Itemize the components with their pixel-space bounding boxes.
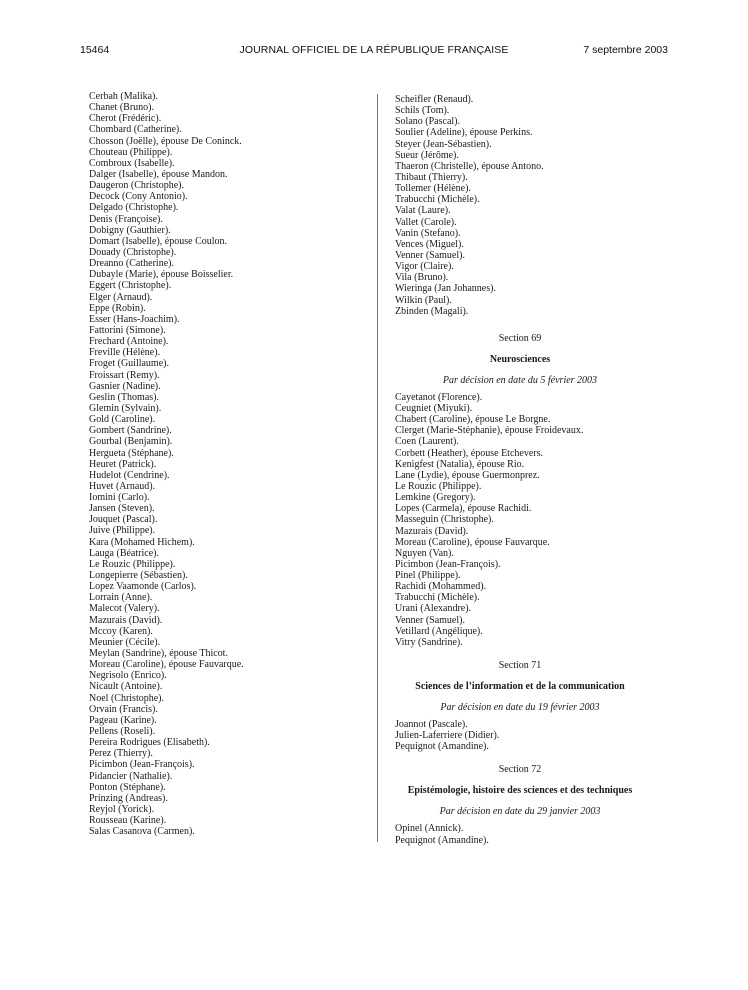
name-entry: Combroux (Isabelle). <box>89 157 175 169</box>
name-entry: Elger (Arnaud). <box>89 291 153 303</box>
name-entry: Gombert (Sandrine). <box>89 425 172 437</box>
sections-container <box>395 333 665 846</box>
name-entry: Huvet (Arnaud). <box>89 480 156 492</box>
name-entry: Dalger (Isabelle), épouse Mandon. <box>89 168 228 180</box>
name-entry: Urani (Alexandre). <box>395 603 472 615</box>
name-entry: Soulier (Adeline), épouse Perkins. <box>395 127 533 139</box>
publication-date: 7 septembre 2003 <box>583 44 668 56</box>
name-entry: Pidancier (Nathalie). <box>89 770 173 782</box>
name-entry: Froissart (Remy). <box>89 369 160 381</box>
column-divider <box>377 94 378 842</box>
name-entry: Trabucchi (Michèle). <box>395 592 480 604</box>
right-column <box>395 94 665 846</box>
name-entry: Coen (Laurent). <box>395 436 459 448</box>
left-column <box>89 91 369 837</box>
name-entry: Cayetanot (Florence). <box>395 391 483 403</box>
section-number: Section 72 <box>498 764 542 776</box>
name-entry: Picimbon (Jean-François). <box>395 558 501 570</box>
name-entry: Pinel (Philippe). <box>395 570 461 582</box>
page-number: 15464 <box>80 44 110 56</box>
name-entry: Mazurais (David). <box>89 614 163 626</box>
name-entry: Gourbal (Benjamin). <box>89 436 173 448</box>
name-entry: Iomini (Carlo). <box>89 492 150 504</box>
name-entry: Vanin (Stefano). <box>395 227 461 239</box>
name-entry: Frechard (Antoine). <box>89 336 169 348</box>
name-entry: Masseguin (Christophe). <box>395 514 494 526</box>
name-entry: Julien-Laferriere (Didier). <box>395 730 500 742</box>
name-entry: Vila (Bruno). <box>395 272 449 284</box>
name-entry: Rachidi (Mohammed). <box>395 581 487 593</box>
name-entry: Kara (Mohamed Hichem). <box>89 536 195 548</box>
name-entry: Freville (Hélène). <box>89 347 161 359</box>
name-entry: Juive (Philippe). <box>89 525 156 537</box>
name-entry: Malecot (Valery). <box>89 603 160 615</box>
name-entry: Lorrain (Anne). <box>89 592 153 604</box>
name-entry: Le Rouzic (Philippe). <box>395 480 482 492</box>
name-entry: Solano (Pascal). <box>395 116 460 128</box>
name-entry: Ponton (Stéphane). <box>89 781 166 793</box>
name-entry: Salas Casanova (Carmen). <box>89 826 195 838</box>
name-entry: Douady (Christophe). <box>89 246 177 258</box>
name-entry: Venner (Samuel). <box>395 249 465 261</box>
name-entry: Nicault (Antoine). <box>89 681 163 693</box>
name-entry: Froget (Guillaume). <box>89 358 169 370</box>
name-entry: Esser (Hans-Joachim). <box>89 313 180 325</box>
name-entry: Dreanno (Catherine). <box>89 258 174 270</box>
name-entry: Mazurais (David). <box>395 525 469 537</box>
name-entry: Sueur (Jérôme). <box>395 149 459 161</box>
name-entry: Nguyen (Van). <box>395 547 454 559</box>
name-entry: Pageau (Karine). <box>89 714 157 726</box>
name-entry: Decock (Cony Antonio). <box>89 191 188 203</box>
section-block <box>395 333 665 648</box>
name-entry: Gold (Caroline). <box>89 414 156 426</box>
name-entry: Steyer (Jean-Sébastien). <box>395 138 492 150</box>
section-number: Section 69 <box>498 332 542 344</box>
name-entry: Vigor (Claire). <box>395 261 454 273</box>
name-entry: Schils (Tom). <box>395 105 450 117</box>
name-entry: Cherot (Frédéric). <box>89 113 162 125</box>
name-entry: Venner (Samuel). <box>395 614 465 626</box>
section-title: Sciences de l’information et de la communication <box>415 681 625 693</box>
section-decision-date: Par décision en date du 29 janvier 2003 <box>439 806 601 818</box>
name-entry: Gasnier (Nadine). <box>89 380 161 392</box>
name-entry: Thaeron (Christelle), épouse Antono. <box>395 160 544 172</box>
journal-title: JOURNAL OFFICIEL DE LA RÉPUBLIQUE FRANÇAISE <box>239 44 509 56</box>
name-entry: Lopes (Carmela), épouse Rachidi. <box>395 503 532 515</box>
section-decision-date: Par décision en date du 5 février 2003 <box>442 374 598 386</box>
name-entry: Moreau (Caroline), épouse Fauvarque. <box>89 659 244 671</box>
name-entry: Wieringa (Jan Johannes). <box>395 283 496 295</box>
name-entry: Glemin (Sylvain). <box>89 402 162 414</box>
name-entry: Heuret (Patrick). <box>89 458 157 470</box>
name-entry: Lemkine (Gregory). <box>395 492 476 504</box>
name-entry: Prinzing (Andreas). <box>89 792 168 804</box>
name-entry: Negrisolo (Enrico). <box>89 670 167 682</box>
name-entry: Vallet (Carole). <box>395 216 457 228</box>
name-entry: Pequignot (Amandine). <box>395 741 489 753</box>
name-entry: Valat (Laure). <box>395 205 451 217</box>
name-entry: Mccoy (Karen). <box>89 625 153 637</box>
name-entry: Opinel (Annick). <box>395 823 464 835</box>
name-entry: Meylan (Sandrine), épouse Thicot. <box>89 648 228 660</box>
name-entry: Denis (Françoise). <box>89 213 163 225</box>
name-entry: Noel (Christophe). <box>89 692 164 704</box>
name-entry: Pereira Rodrigues (Elisabeth). <box>89 737 210 749</box>
section-title: Epistémologie, histoire des sciences et des techniques <box>407 785 633 797</box>
name-entry: Scheifler (Renaud). <box>395 94 474 105</box>
name-entry: Lauga (Béatrice). <box>89 547 159 559</box>
name-entry: Corbett (Heather), épouse Etchevers. <box>395 447 543 459</box>
name-entry: Domart (Isabelle), épouse Coulon. <box>89 235 228 247</box>
name-entry: Ceugniet (Miyuki). <box>395 402 473 414</box>
name-entry: Picimbon (Jean-François). <box>89 759 195 771</box>
name-entry: Dobigny (Gauthier). <box>89 224 171 236</box>
name-entry: Vitry (Sandrine). <box>395 636 463 648</box>
name-entry: Joannot (Pascale). <box>395 719 468 731</box>
name-entry: Moreau (Caroline), épouse Fauvarque. <box>395 536 550 548</box>
section-number: Section 71 <box>498 660 542 672</box>
name-entry: Clerget (Marie-Stéphanie), épouse Froidevaux. <box>395 425 584 437</box>
name-entry: Longepierre (Sébastien). <box>89 570 188 582</box>
name-entry: Rousseau (Karine). <box>89 815 167 827</box>
name-entry: Chabert (Caroline), épouse Le Borgne. <box>395 414 551 426</box>
right-name-list <box>395 94 665 317</box>
section-block <box>395 660 665 752</box>
name-entry: Reyjol (Yorick). <box>89 804 155 815</box>
left-name-list <box>89 91 369 837</box>
name-entry: Lopez Vaamonde (Carlos). <box>89 581 197 593</box>
name-entry: Cerbah (Malika). <box>89 91 158 102</box>
name-entry: Chouteau (Philippe). <box>89 146 173 158</box>
name-entry: Chanet (Bruno). <box>89 102 154 114</box>
name-entry: Jouquet (Pascal). <box>89 514 158 526</box>
name-entry: Le Rouzic (Philippe). <box>89 558 176 570</box>
name-entry: Orvain (Francis). <box>89 703 158 715</box>
name-entry: Thibaut (Thierry). <box>395 171 468 183</box>
name-entry: Eggert (Christophe). <box>89 280 172 292</box>
section-decision-date: Par décision en date du 19 février 2003 <box>440 702 600 714</box>
section-name-list <box>395 719 665 752</box>
name-entry: Geslin (Thomas). <box>89 391 159 403</box>
name-entry: Pequignot (Amandine). <box>395 834 489 846</box>
name-entry: Trabucchi (Michèle). <box>395 194 480 206</box>
section-title: Neurosciences <box>489 353 551 365</box>
page-header <box>80 44 668 60</box>
name-entry: Chosson (Joëlle), épouse De Coninck. <box>89 135 242 147</box>
name-entry: Delgado (Christophe). <box>89 202 179 214</box>
section-name-list <box>395 392 665 648</box>
name-entry: Hudelot (Cendrine). <box>89 469 170 481</box>
section-block <box>395 764 665 845</box>
name-entry: Kenigfest (Natalia), épouse Rio. <box>395 458 525 470</box>
name-entry: Perez (Thierry). <box>89 748 153 760</box>
name-entry: Zbinden (Magali). <box>395 305 469 317</box>
name-entry: Lane (Lydie), épouse Guermonprez. <box>395 469 540 481</box>
name-entry: Eppe (Robin). <box>89 302 146 314</box>
name-entry: Jansen (Steven). <box>89 503 155 515</box>
name-entry: Tollemer (Hélène). <box>395 183 471 195</box>
name-entry: Dubayle (Marie), épouse Boisselier. <box>89 269 234 281</box>
name-entry: Meunier (Cécile). <box>89 636 161 648</box>
name-entry: Vences (Miguel). <box>395 238 464 250</box>
section-name-list <box>395 823 665 845</box>
name-entry: Chombard (Catherine). <box>89 124 182 136</box>
name-entry: Fattorini (Simone). <box>89 324 166 336</box>
name-entry: Wilkin (Paul). <box>395 294 452 306</box>
name-entry: Vetillard (Angélique). <box>395 625 483 637</box>
name-entry: Daugeron (Christophe). <box>89 180 184 192</box>
name-entry: Hergueta (Stéphane). <box>89 447 174 459</box>
name-entry: Pellens (Roseli). <box>89 726 156 738</box>
